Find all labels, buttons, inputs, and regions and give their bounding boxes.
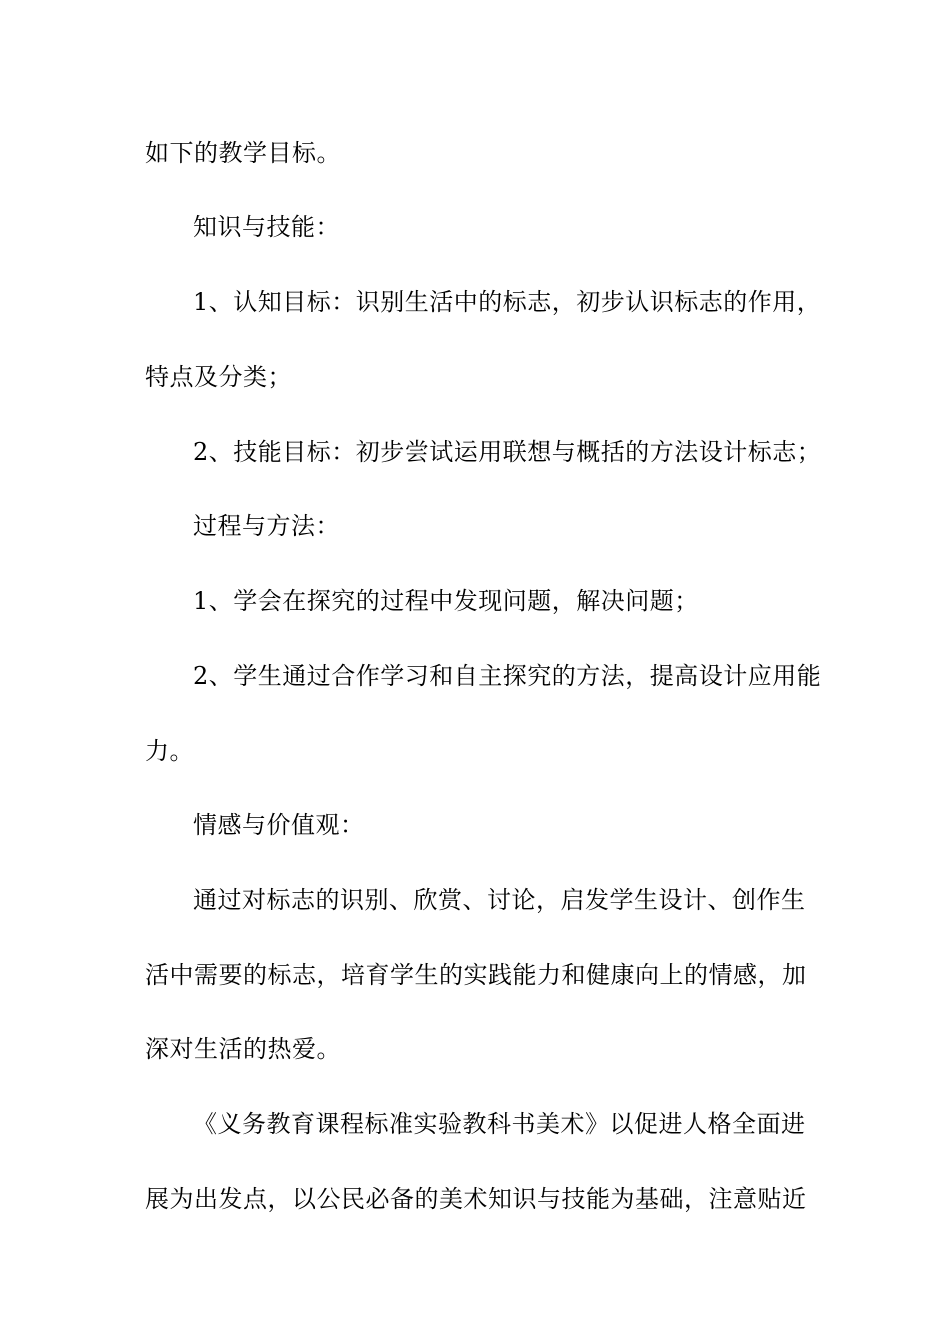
section-heading-knowledge-skills: 知识与技能： [193,213,340,241]
paragraph-line: 力。 [145,737,194,765]
section-heading-emotion-values: 情感与价值观： [193,811,365,839]
section-heading-process-methods: 过程与方法： [193,512,340,540]
paragraph-line: 2、技能目标：初步尝试运用联想与概括的方法设计标志； [193,438,822,466]
paragraph-line: 《义务教育课程标准实验教科书美术》以促进人格全面进 [193,1110,806,1138]
paragraph-line: 1、认知目标：识别生活中的标志，初步认识标志的作用， [193,288,822,316]
paragraph-line: 1、学会在探究的过程中发现问题，解决问题； [193,587,699,615]
paragraph-line: 深对生活的热爱。 [145,1035,341,1063]
paragraph-line: 特点及分类； [145,363,292,391]
paragraph-line: 通过对标志的识别、欣赏、讨论，启发学生设计、创作生 [193,886,806,914]
paragraph-line: 展为出发点，以公民必备的美术知识与技能为基础，注意贴近 [145,1185,807,1213]
paragraph-line: 如下的教学目标。 [145,139,341,167]
paragraph-line: 2、学生通过合作学习和自主探究的方法，提高设计应用能 [193,662,822,690]
paragraph-line: 活中需要的标志，培育学生的实践能力和健康向上的情感，加 [145,961,807,989]
